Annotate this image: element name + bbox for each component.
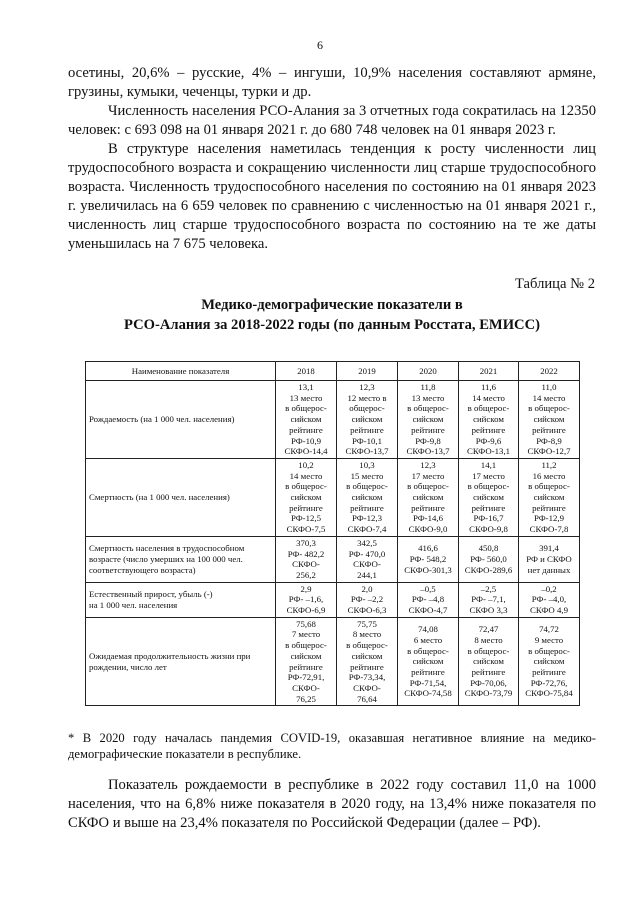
value-cell: 391,4 РФ и СКФО нет данных	[519, 536, 580, 582]
page-number: 6	[317, 38, 323, 52]
value-cell: 11,8 13 место в общерос- сийском рейтинге РФ-9,8 СКФО-13,7	[398, 381, 459, 459]
table-label: Таблица № 2	[515, 276, 595, 292]
outro-paragraph: Показатель рождаемости в республике в 2022 году составил 11,0 на 1000 населения, что на 6,8% ниже показателя в 2020 году, на 13,4% ниже показателя по СКФО и выше на 23,4% показателя по Российской Федерации (далее – РФ).	[68, 777, 596, 831]
value-cell: 75,68 7 место в общерос- сийском рейтинге РФ-72,91, СКФО- 76,25	[276, 617, 337, 706]
value-cell: –2,5 РФ- –7,1, СКФО 3,3	[459, 582, 519, 617]
header-year-2019: 2019	[337, 362, 398, 381]
indicator-cell: Смертность населения в трудоспособном возрасте (число умерших на 100 000 чел. соответствующего возраста)	[86, 536, 276, 582]
value-cell: 14,1 17 место в общерос- сийском рейтинге РФ-16,7 СКФО-9,8	[459, 458, 519, 536]
table-row-birth-rate	[86, 381, 580, 459]
table-title	[68, 295, 596, 335]
value-cell: 450,8 РФ- 560,0 СКФО-289,6	[459, 536, 519, 582]
value-cell: 72,47 8 место в общерос- сийском рейтинге РФ-70,06, СКФО-73,79	[459, 617, 519, 706]
indicator-cell: Ожидаемая продолжительность жизни при рождении, число лет	[86, 617, 276, 706]
demographics-table-container	[85, 361, 579, 706]
value-cell: 416,6 РФ- 548,2 СКФО-301,3	[398, 536, 459, 582]
header-year-2018: 2018	[276, 362, 337, 381]
value-cell: 342,5 РФ- 470,0 СКФО- 244,1	[337, 536, 398, 582]
table-title-line-1: Медико-демографические показатели в	[201, 297, 463, 313]
header-year-2022: 2022	[519, 362, 580, 381]
table-title-line-2: РСО-Алания за 2018-2022 годы (по данным Росстата, ЕМИСС)	[124, 317, 540, 333]
value-cell: 10,2 14 место в общерос- сийском рейтинге РФ-12,5 СКФО-7,5	[276, 458, 337, 536]
table-row-mortality	[86, 458, 580, 536]
intro-paragraph-3: В структуре населения наметилась тенденция к росту численности лиц трудоспособного возраста и сокращению численности лиц старше трудоспособного возраста. Численность трудоспособного населения по состоянию на 01 января 2023 г. увеличилась на 6 659 человек по сравнению с численностью на 01 января 2021 г., численность лиц старше трудоспособного возраста по состоянию на те же даты уменьшилась на 7 675 человека.	[68, 141, 596, 252]
indicator-cell: Рождаемость (на 1 000 чел. населения)	[86, 381, 276, 459]
value-cell: 11,6 14 место в общерос- сийском рейтинге РФ-9,6 СКФО-13,1	[459, 381, 519, 459]
intro-paragraph-1: осетины, 20,6% – русские, 4% – ингуши, 10,9% населения составляют армяне, грузины, кумыки, чеченцы, турки и др.	[68, 65, 596, 100]
value-cell: 12,3 12 место в общерос- сийском рейтинге РФ-10,1 СКФО-13,7	[337, 381, 398, 459]
value-cell: 10,3 15 место в общерос- сийском рейтинге РФ-12,3 СКФО-7,4	[337, 458, 398, 536]
value-cell: 11,2 16 место в общерос- сийском рейтинге РФ-12,9 СКФО-7,8	[519, 458, 580, 536]
table-row-life-expectancy	[86, 617, 580, 706]
value-cell: 2,0 РФ- –2,2 СКФО-6,3	[337, 582, 398, 617]
table-row-working-age-mortality	[86, 536, 580, 582]
intro-paragraph-2: Численность населения РСО-Алания за 3 отчетных года сократилась на 12350 человек: с 693 098 на 01 января 2021 г. до 680 748 человек на 01 января 2023 г.	[68, 103, 596, 138]
value-cell: 370,3 РФ- 482,2 СКФО- 256,2	[276, 536, 337, 582]
value-cell: –0,5 РФ- –4,8 СКФО-4,7	[398, 582, 459, 617]
table-footnote: * В 2020 году началась пандемия COVID-19, оказавшая негативное влияние на медико-демографические показатели в республике.	[68, 731, 596, 761]
indicator-cell: Естественный прирост, убыль (-) на 1 000 чел. населения	[86, 582, 276, 617]
value-cell: 13,1 13 место в общерос- сийском рейтинге РФ-10,9 СКФО-14,4	[276, 381, 337, 459]
outro-text-block	[68, 776, 596, 833]
header-year-2020: 2020	[398, 362, 459, 381]
value-cell: 74,72 9 место в общерос- сийском рейтинге РФ-72,76, СКФО-75,84	[519, 617, 580, 706]
intro-text-block	[68, 64, 596, 254]
table-row-natural-growth	[86, 582, 580, 617]
header-year-2021: 2021	[459, 362, 519, 381]
header-indicator: Наименование показателя	[86, 362, 276, 381]
demographics-table	[85, 361, 580, 706]
value-cell: 11,0 14 место в общерос- сийском рейтинге РФ-8,9 СКФО-12,7	[519, 381, 580, 459]
value-cell: 2,9 РФ- –1,6, СКФО-6,9	[276, 582, 337, 617]
table-header-row	[86, 362, 580, 381]
value-cell: 75,75 8 место в общерос- сийском рейтинге РФ-73,34, СКФО- 76,64	[337, 617, 398, 706]
value-cell: 12,3 17 место в общерос- сийском рейтинге РФ-14,6 СКФО-9,0	[398, 458, 459, 536]
value-cell: 74,08 6 место в общерос- сийском рейтинге РФ-71,54, СКФО-74,58	[398, 617, 459, 706]
indicator-cell: Смертность (на 1 000 чел. населения)	[86, 458, 276, 536]
value-cell: –0,2 РФ- –4,0, СКФО 4,9	[519, 582, 580, 617]
